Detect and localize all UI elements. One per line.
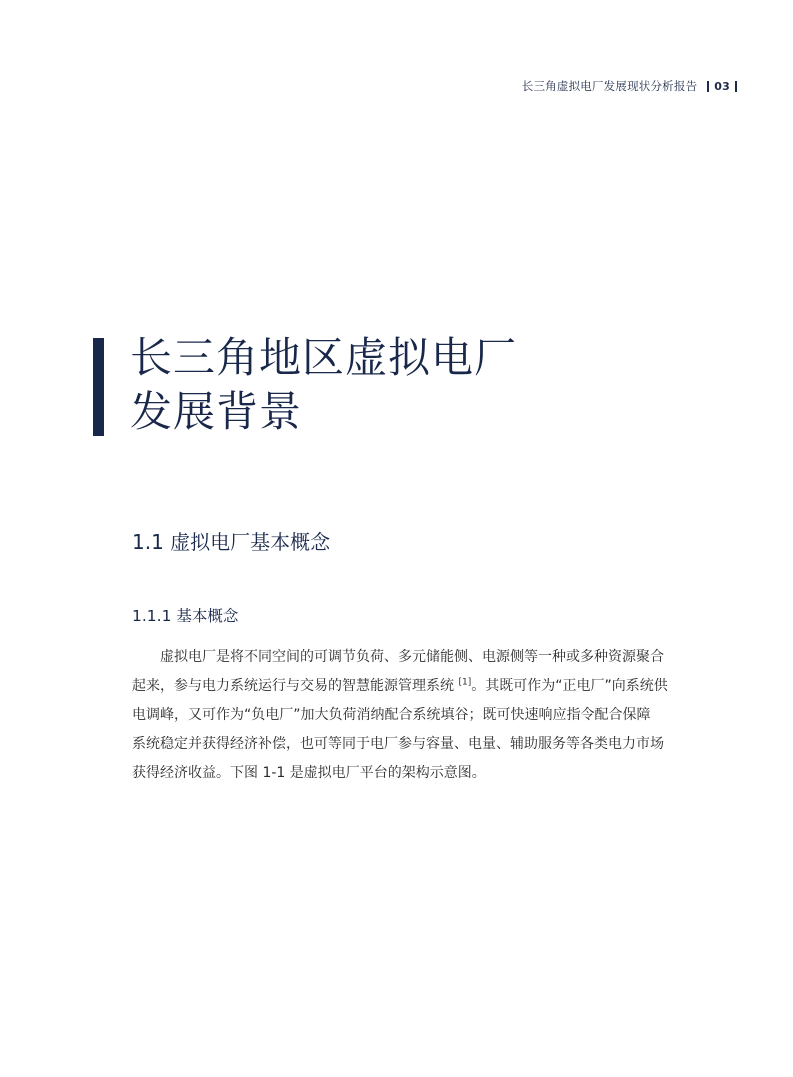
paragraph-line-5: 获得经济收益。下图 1-1 是虚拟电厂平台的架构示意图。 — [132, 765, 486, 781]
paragraph-line-2-end: 。其既可作为“正电厂”向系统供 — [471, 678, 668, 694]
page-number-group — [707, 80, 737, 93]
paragraph-line-1: 虚拟电厂是将不同空间的可调节负荷、多元储能侧、电源侧等一种或多种资源聚合 — [160, 649, 664, 665]
paragraph-line-4: 系统稳定并获得经济补偿，也可等同于电厂参与容量、电量、辅助服务等各类电力市场 — [132, 736, 664, 752]
section-heading: 1.1 虚拟电厂基本概念 — [132, 530, 331, 554]
body-paragraph — [132, 643, 706, 788]
report-title: 长三角虚拟电厂发展现状分析报告 — [521, 79, 698, 93]
chapter-title-line-1: 长三角地区虚拟电厂 — [130, 333, 518, 382]
chapter-title — [130, 331, 517, 439]
running-header — [522, 78, 737, 94]
chapter-marker-bar — [93, 338, 104, 436]
paragraph-line-2-start: 起来，参与电力系统运行与交易的智慧能源管理系统 — [132, 678, 459, 694]
page-number: 03 — [714, 79, 730, 93]
subsection-heading: 1.1.1 基本概念 — [132, 607, 239, 625]
citation-marker[interactable]: [1] — [458, 677, 472, 688]
paragraph-line-2 — [132, 672, 706, 701]
chapter-title-line-2: 发展背景 — [130, 387, 303, 436]
paragraph-line-3: 电调峰，又可作为“负电厂”加大负荷消纳配合系统填谷；既可快速响应指令配合保障 — [132, 707, 651, 723]
page-number-right-bar — [735, 81, 737, 92]
page-number-left-bar — [707, 81, 709, 92]
